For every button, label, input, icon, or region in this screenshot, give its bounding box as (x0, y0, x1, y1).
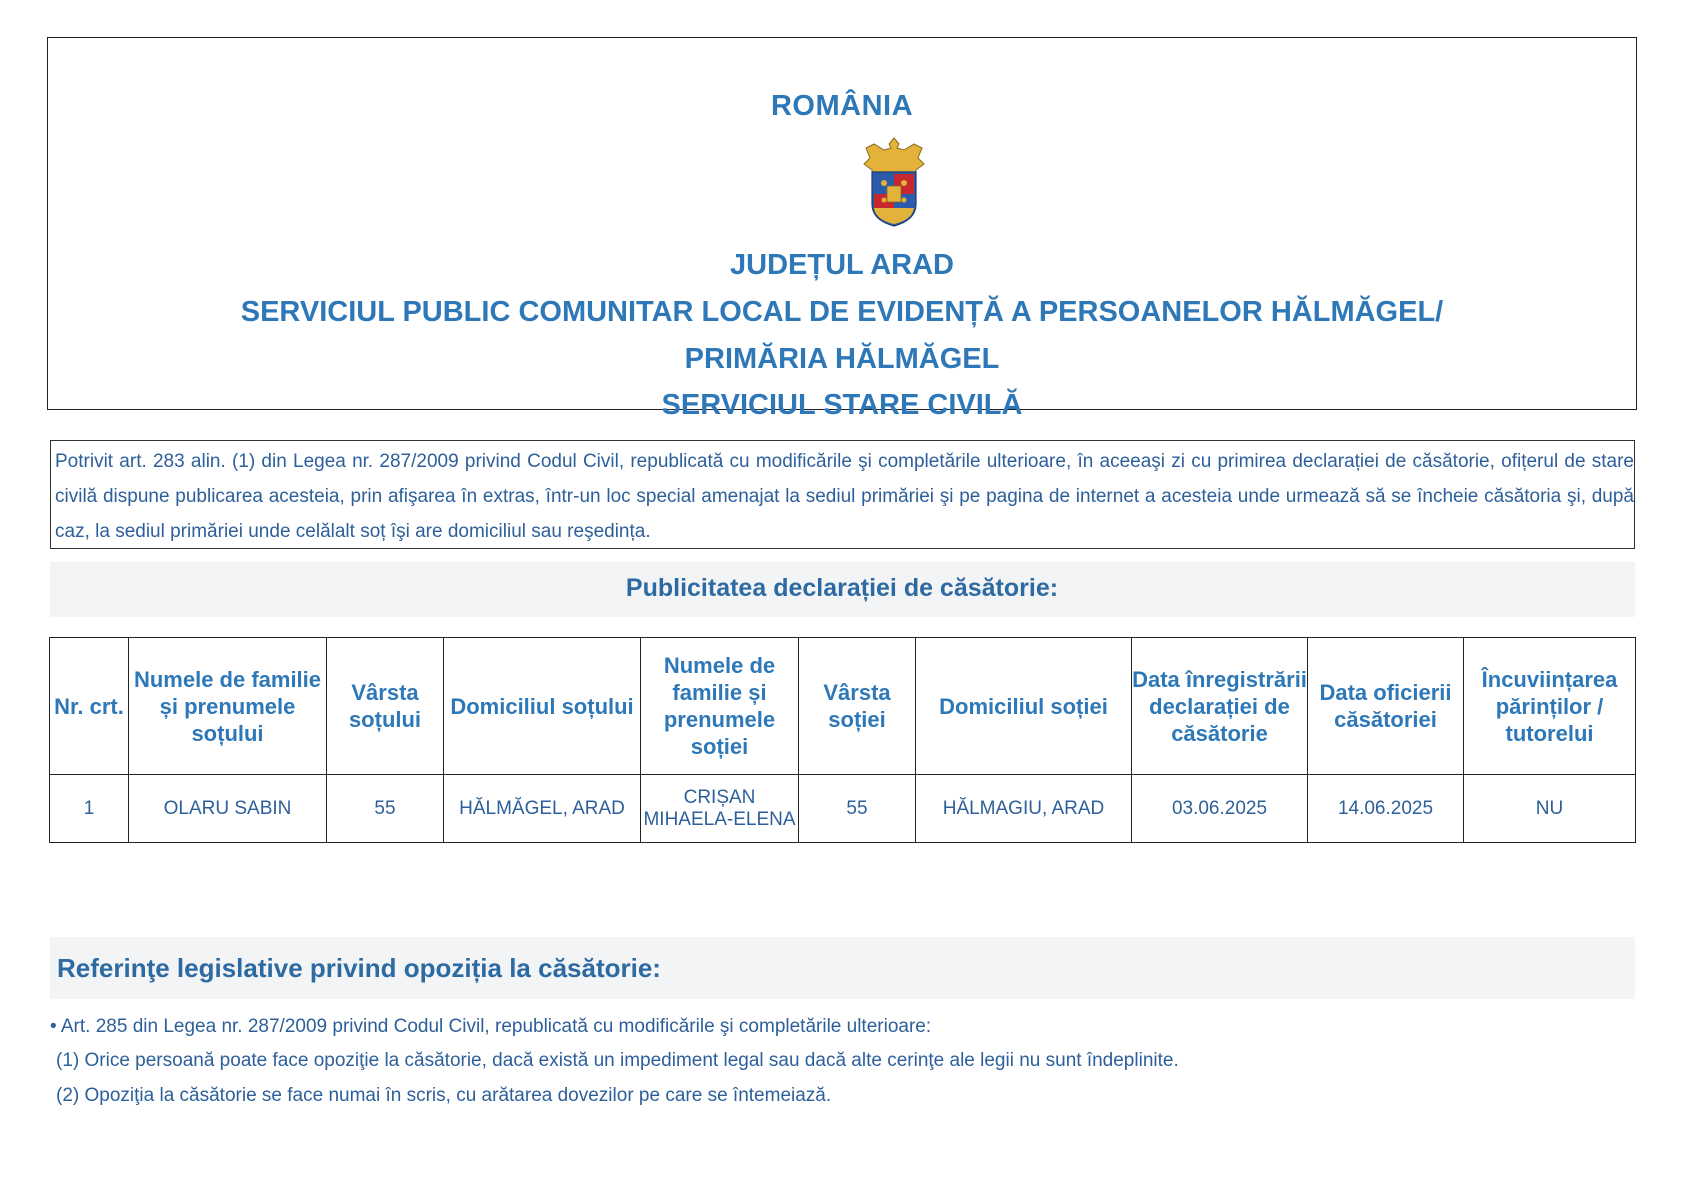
table-cell: 1 (50, 775, 129, 843)
column-header: Nr. crt. (50, 638, 129, 775)
table-row (50, 775, 1636, 843)
service-line: SERVICIUL PUBLIC COMUNITAR LOCAL DE EVIDENȚĂ A PERSOANELOR HĂLMĂGEL/ (240, 296, 1444, 328)
column-header: Încuviințarea părinților / tutorelui (1464, 638, 1636, 775)
column-header: Numele de familie și prenumele soțului (129, 638, 327, 775)
column-header: Domiciliul soției (916, 638, 1132, 775)
header-box (47, 37, 1637, 421)
town-hall-line: PRIMĂRIA HĂLMĂGEL (684, 343, 1000, 375)
column-header: Vârsta soției (799, 638, 916, 775)
table-cell: 03.06.2025 (1132, 775, 1308, 843)
table-cell: 55 (327, 775, 444, 843)
column-header: Vârsta soțului (327, 638, 444, 775)
publicity-title: Publicitatea declarației de căsătorie: (625, 574, 1059, 602)
civil-status-line: SERVICIUL STARE CIVILĂ (661, 389, 1023, 421)
legal-paragraph-1: (1) Orice persoană poate face opoziţie la căsătorie, dacă există un impediment legal sau dacă alte cerinţe ale legii nu sunt îndeplinite. (56, 1050, 1179, 1071)
column-header: Data oficierii căsătoriei (1308, 638, 1464, 775)
legal-intro-paragraph: Potrivit art. 283 alin. (1) din Legea nr. 287/2009 privind Codul Civil, republicată cu modificările şi completările ulterioare, în aceeaşi zi cu primirea declarației de căsătorie, ofițerul de stare civilă dispune publicarea acesteia, prin afişarea în extras, într-un loc special amenajat la sediul primăriei şi pe pagina de internet a acesteia unde urmează să se încheie căsătoria şi, după caz, la sediul primăriei unde celălalt soț îşi are domiciliul sau reşedința. (50, 440, 1635, 549)
table-header-row (50, 638, 1636, 775)
table-cell: HĂLMĂGEL, ARAD (444, 775, 641, 843)
county-line: JUDEȚUL ARAD (730, 249, 954, 281)
table-cell: NU (1464, 775, 1636, 843)
table-cell: OLARU SABIN (129, 775, 327, 843)
column-header: Domiciliul soțului (444, 638, 641, 775)
romania-coat-of-arms-icon (860, 134, 928, 228)
table-cell: 55 (799, 775, 916, 843)
legal-article-line: • Art. 285 din Legea nr. 287/2009 privind Codul Civil, republicată cu modificările şi completările ulterioare: (50, 1016, 932, 1037)
table-cell: 14.06.2025 (1308, 775, 1464, 843)
table-cell: HĂLMAGIU, ARAD (916, 775, 1132, 843)
column-header: Numele de familie și prenumele soției (641, 638, 799, 775)
legal-paragraph-2: (2) Opoziţia la căsătorie se face numai în scris, cu arătarea dovezilor pe care se întemeiază. (56, 1085, 832, 1106)
column-header: Data înregistrării declarației de căsătorie (1132, 638, 1308, 775)
legal-references-title: Referinţe legislative privind opoziția la căsătorie: (57, 953, 661, 983)
country-title: ROMÂNIA (770, 90, 914, 122)
declaration-table (49, 637, 1636, 843)
table-cell: CRIȘAN MIHAELA-ELENA (641, 775, 799, 843)
